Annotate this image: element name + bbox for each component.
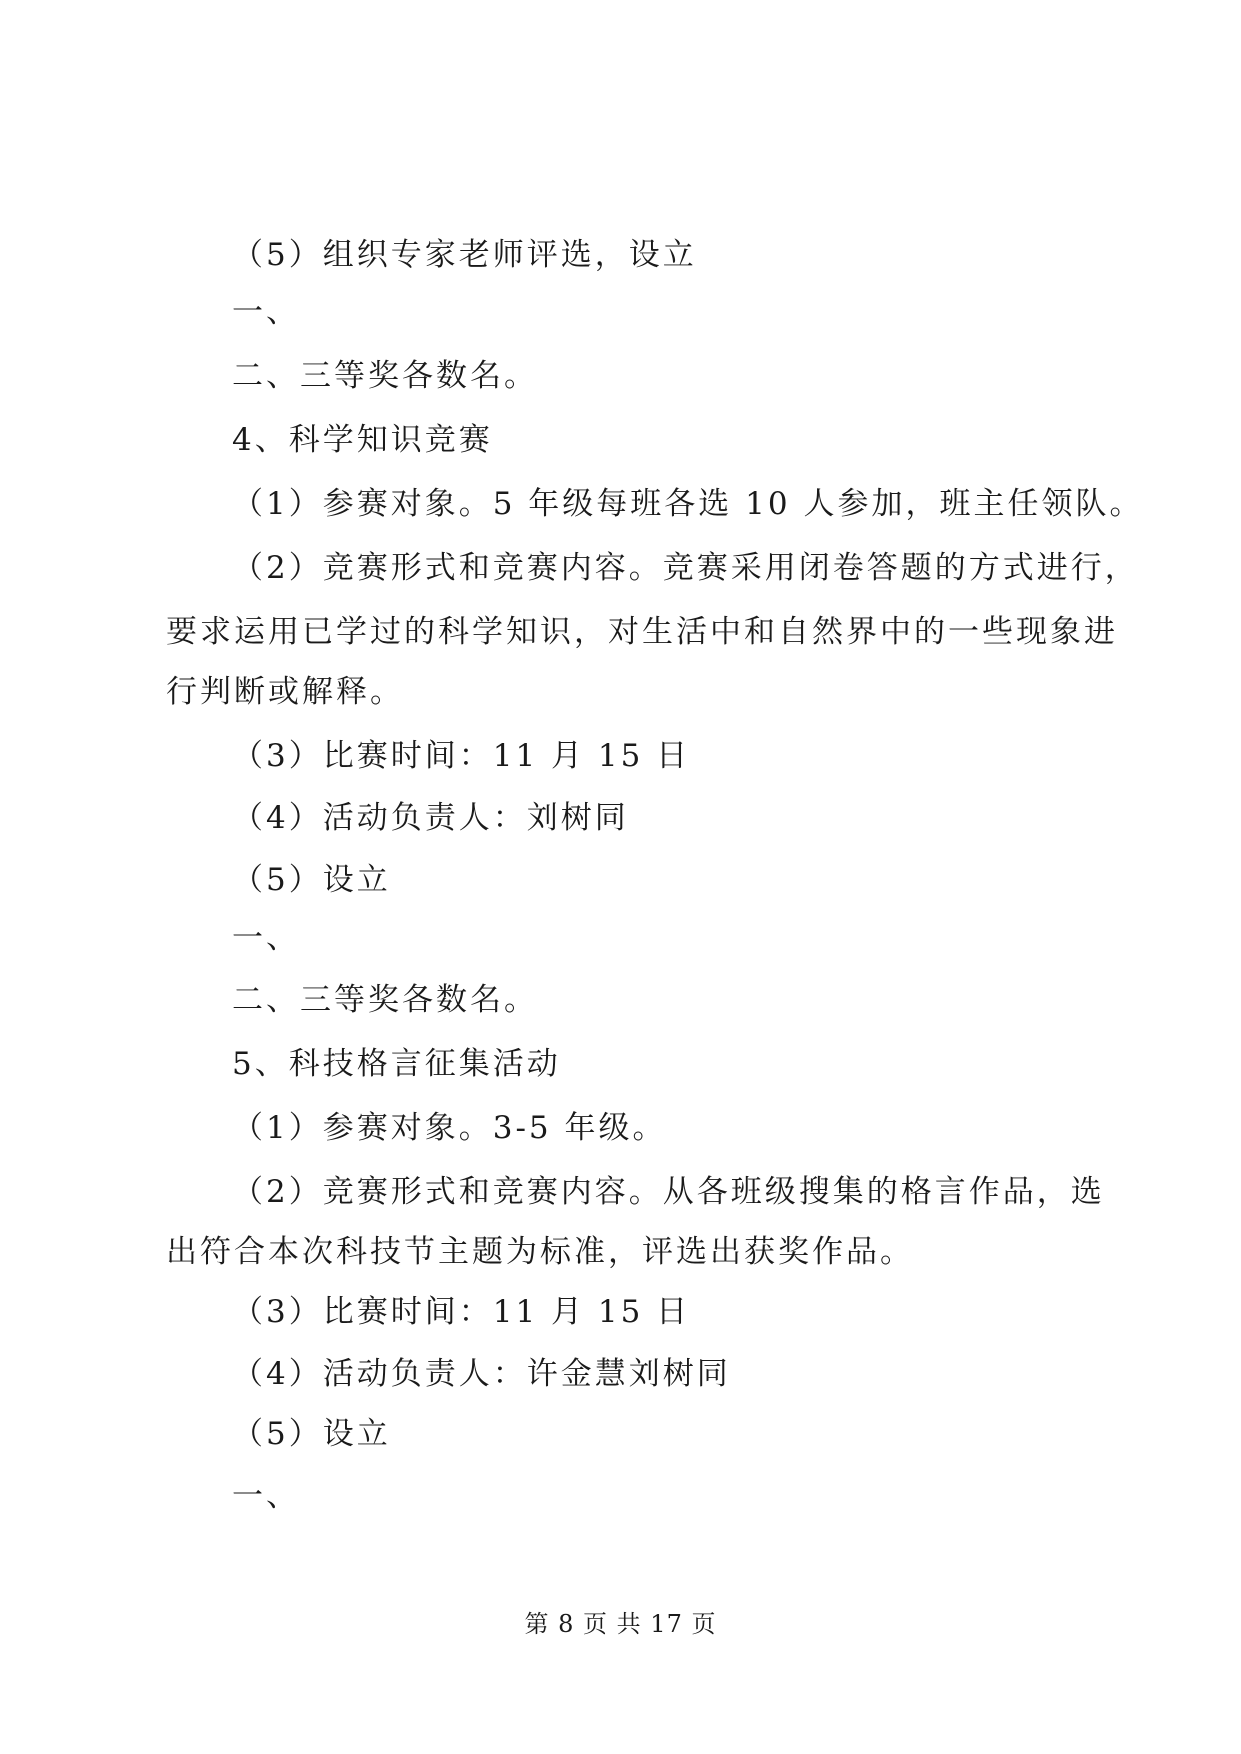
text-line: 出符合本次科技节主题为标准，评选出获奖作品。 (166, 1234, 914, 1270)
text-line: （3）比赛时间：11 月 15 日 (232, 1294, 691, 1330)
text-line: （1）参赛对象。3-5 年级。 (232, 1110, 667, 1146)
text-line: （2）竞赛形式和竞赛内容。从各班级搜集的格言作品，选 (232, 1174, 1105, 1210)
text-line: 一、 (232, 920, 300, 956)
text-line: 一、 (232, 1478, 300, 1514)
text-line: 二、三等奖各数名。 (232, 358, 538, 394)
text-line: （5）设立 (232, 1416, 391, 1452)
text-line: 要求运用已学过的科学知识，对生活中和自然界中的一些现象进 (166, 614, 1118, 650)
page-footer: 第 8 页 共 17 页 (524, 1610, 717, 1638)
text-line: （5）组织专家老师评选，设立 (232, 237, 697, 273)
section-heading: 5、科技格言征集活动 (232, 1046, 561, 1082)
section-heading: 4、科学知识竞赛 (232, 422, 493, 458)
text-line: （4）活动负责人：刘树同 (232, 800, 629, 836)
text-line: （2）竞赛形式和竞赛内容。竞赛采用闭卷答题的方式进行， (232, 550, 1139, 586)
text-line: 一、 (232, 294, 300, 330)
text-line: （5）设立 (232, 862, 391, 898)
text-line: 二、三等奖各数名。 (232, 982, 538, 1018)
text-line: 行判断或解释。 (166, 674, 404, 710)
text-line: （3）比赛时间：11 月 15 日 (232, 738, 691, 774)
text-line: （4）活动负责人：许金慧刘树同 (232, 1356, 731, 1392)
text-line: （1）参赛对象。5 年级每班各选 10 人参加，班主任领队。 (232, 486, 1144, 522)
